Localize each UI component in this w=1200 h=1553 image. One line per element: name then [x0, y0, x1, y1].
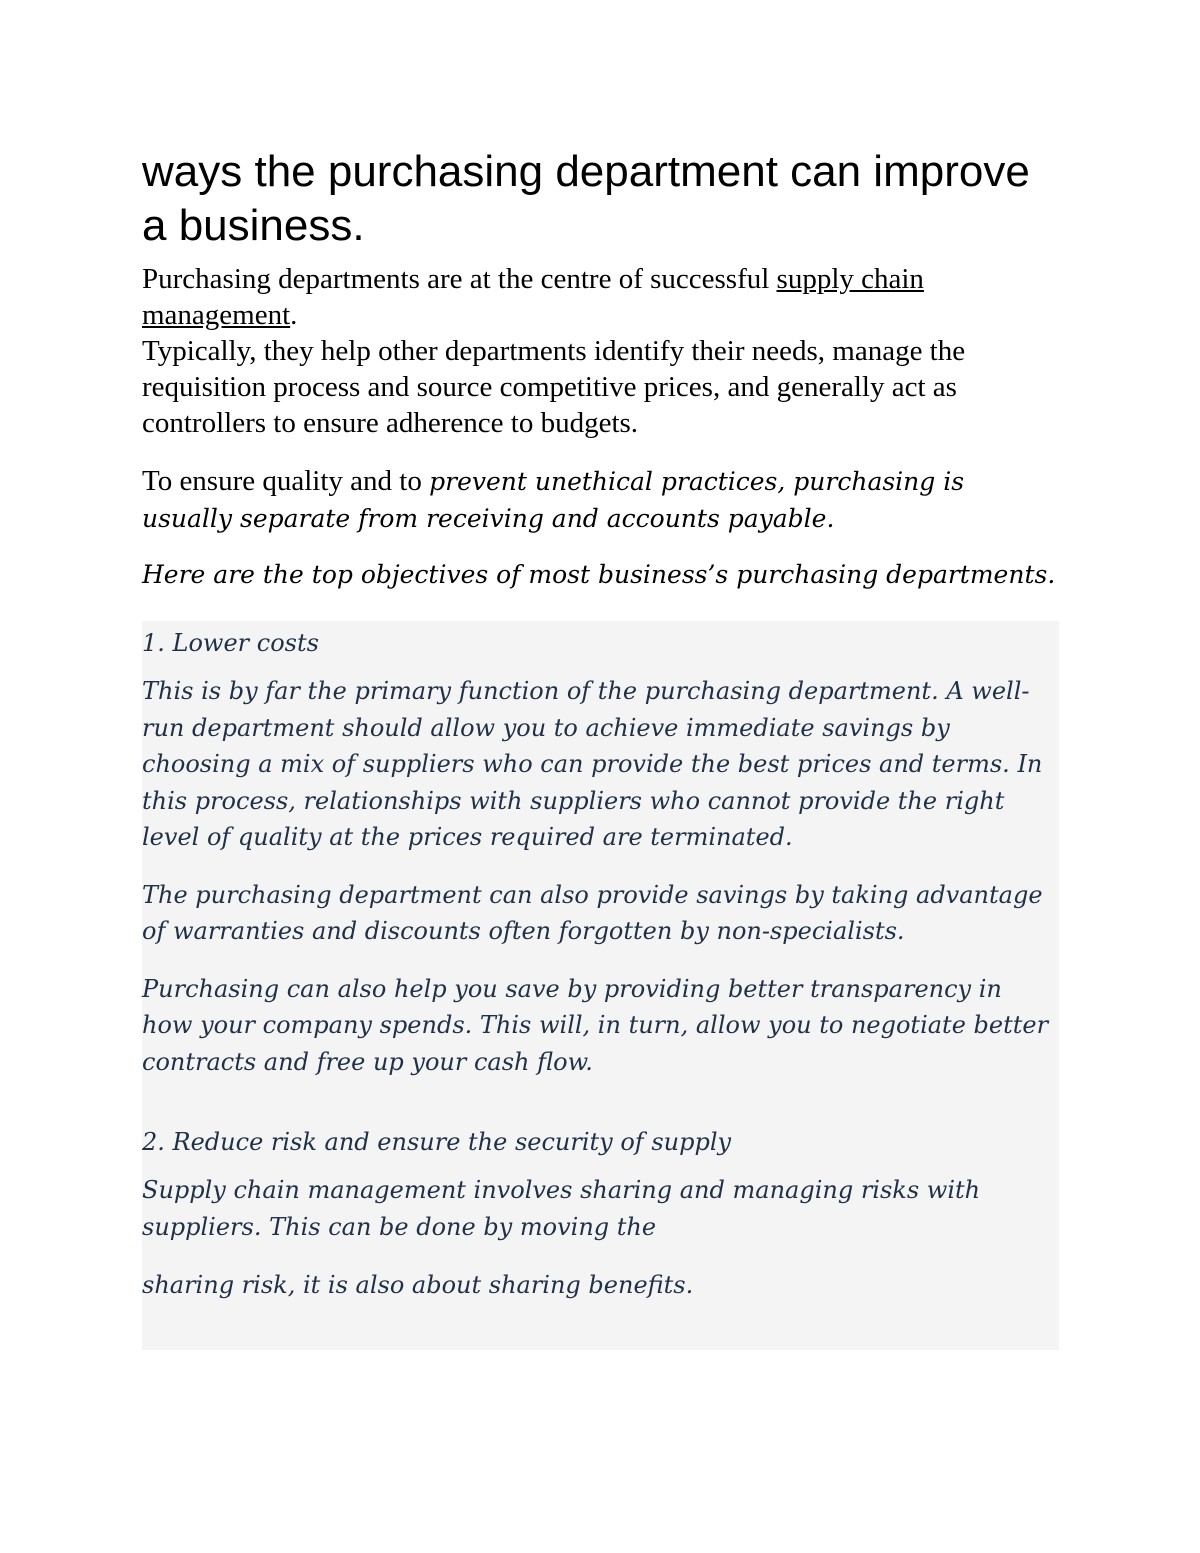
intro-period: . [290, 299, 298, 331]
intro-text: Purchasing departments are at the centre of successful [142, 263, 777, 295]
shaded-block [142, 625, 1057, 1304]
intro-paragraph [142, 261, 1062, 333]
section-heading-lower-costs: 1. Lower costs [142, 629, 319, 657]
paragraph-quality-italic: prevent unethical practices, purchasing is usually separate from receiving and accounts payable. [142, 467, 965, 533]
paragraph-quality-plain: To ensure quality and to [142, 465, 430, 497]
reduce-risk-paragraph-1: Supply chain management involves sharing and managing risks with suppliers. This can be done by moving the [142, 1176, 981, 1241]
document-page [142, 145, 1062, 593]
supply-chain-management-link[interactable]: supply chain management [142, 263, 924, 331]
reduce-risk-paragraph-2: sharing risk, it is also about sharing benefits. [142, 1271, 694, 1299]
paragraph-quality [142, 463, 1062, 537]
lower-costs-paragraph-1: This is by far the primary function of the purchasing department. A well-run department should allow you to achieve immediate savings by choosing a mix of suppliers who can provide the best prices and terms. In this process, relationships with suppliers who cannot provide the right level of quality at the prices required are terminated. [142, 677, 1043, 851]
section-heading-reduce-risk: 2. Reduce risk and ensure the security of supply [142, 1128, 732, 1156]
paragraph-typically: Typically, they help other departments identify their needs, manage the requisition process and source competitive prices, and generally act as controllers to ensure adherence to budgets. [142, 335, 966, 439]
lower-costs-paragraph-2: The purchasing department can also provide savings by taking advantage of warranties and discounts often forgotten by non-specialists. [142, 880, 1043, 945]
paragraph-objectives: Here are the top objectives of most business’s purchasing departments. [142, 560, 1056, 589]
lower-costs-paragraph-3: Purchasing can also help you save by providing better transparency in how your company spends. This will, in turn, allow you to negotiate better contracts and free up your cash flow. [142, 974, 1049, 1076]
document-title: ways the purchasing department can improve a business. [142, 147, 1030, 250]
